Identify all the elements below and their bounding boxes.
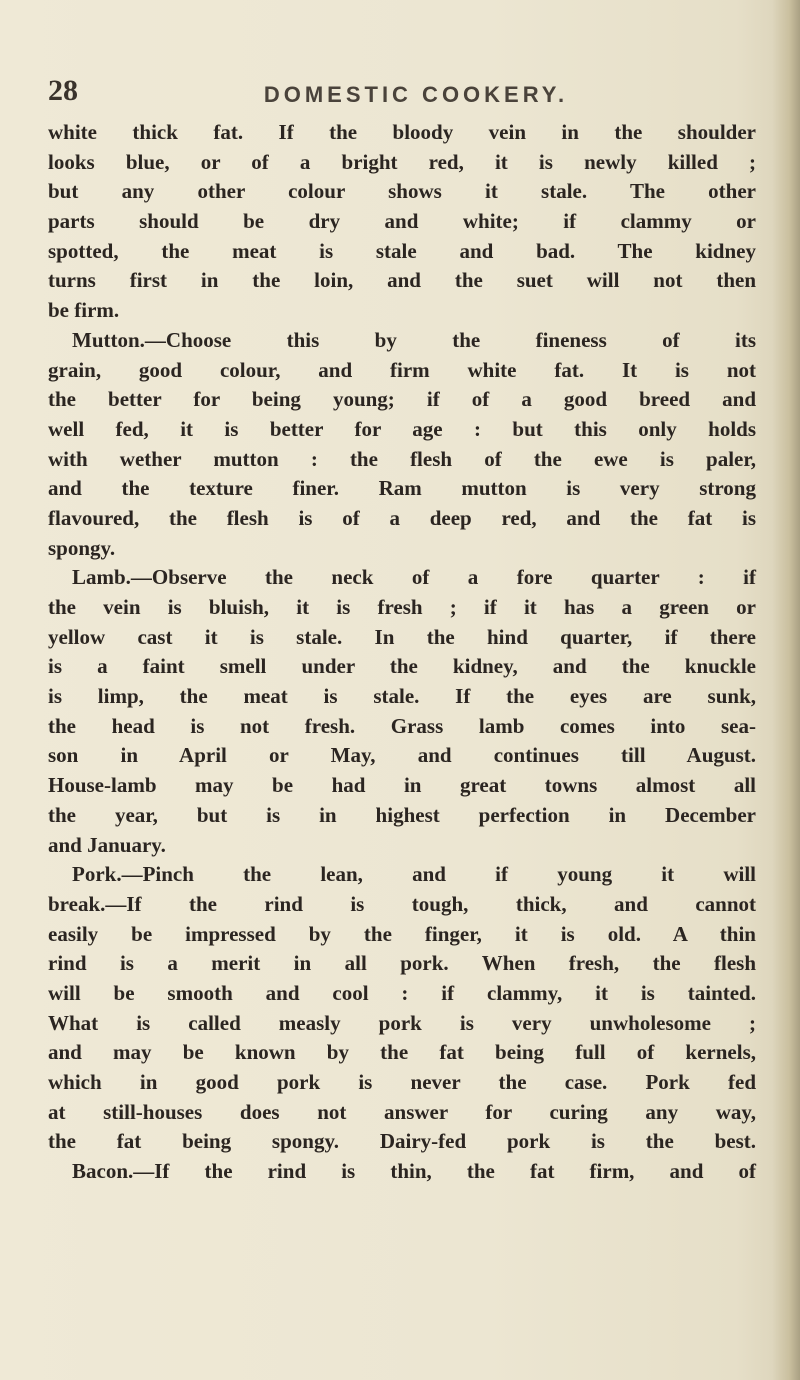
text-line: well fed, it is better for age : but this only holds	[48, 416, 756, 441]
body-text	[48, 118, 756, 1187]
text-line: grain, good colour, and firm white fat. It is not	[48, 357, 756, 382]
page-edge-shadow	[772, 0, 800, 1380]
text-line: the head is not fresh. Grass lamb comes into sea-	[48, 713, 756, 738]
text-line: be firm.	[48, 298, 120, 323]
running-head: DOMESTIC COOKERY.	[263, 82, 569, 107]
text-line-lamb: Lamb.—Observe the neck of a fore quarter : if	[72, 565, 756, 590]
text-line: flavoured, the flesh is of a deep red, and the fat is	[48, 505, 756, 530]
text-line: parts should be dry and white; if clammy or	[48, 209, 756, 234]
text-line-pork: Pork.—Pinch the lean, and if young it will	[72, 862, 756, 887]
text-line: is a faint smell under the kidney, and the knuckle	[48, 654, 756, 679]
text-line: spotted, the meat is stale and bad. The kidney	[48, 238, 756, 263]
text-line: son in April or May, and continues till August.	[48, 743, 756, 768]
text-line-mutton: Mutton.—Choose this by the fineness of its	[72, 327, 756, 352]
text-line: the better for being young; if of a good breed and	[48, 387, 756, 412]
text-line: with wether mutton : the flesh of the ewe is paler,	[48, 446, 756, 471]
text-line: House-lamb may be had in great towns almost all	[48, 773, 756, 798]
text-line: will be smooth and cool : if clammy, it is tainted.	[48, 980, 756, 1005]
text-line: the fat being spongy. Dairy-fed pork is the best.	[48, 1129, 756, 1154]
page-number: 28	[48, 74, 78, 107]
text-line: is limp, the meat is stale. If the eyes are sunk,	[48, 684, 756, 709]
text-line: rind is a merit in all pork. When fresh, the flesh	[48, 951, 756, 976]
text-line: What is called measly pork is very unwholesome ;	[48, 1010, 756, 1035]
text-line: looks blue, or of a bright red, it is newly killed ;	[48, 149, 756, 174]
text-line: break.—If the rind is tough, thick, and cannot	[48, 891, 756, 916]
text-line: and the texture finer. Ram mutton is very strong	[48, 476, 756, 501]
text-line: at still-houses does not answer for curing any way,	[48, 1099, 756, 1124]
text-line: and may be known by the fat being full of kernels,	[48, 1040, 756, 1065]
text-line: easily be impressed by the finger, it is old. A thin	[48, 921, 756, 946]
text-line: white thick fat. If the bloody vein in the shoulder	[48, 120, 756, 144]
text-line: spongy.	[48, 535, 116, 560]
text-line: but any other colour shows it stale. The other	[48, 179, 756, 204]
text-line: yellow cast it is stale. In the hind quarter, if there	[48, 624, 756, 649]
text-line: the vein is bluish, it is fresh ; if it has a green or	[48, 595, 756, 619]
text-line: turns first in the loin, and the suet will not then	[48, 268, 756, 293]
page-header	[48, 74, 748, 114]
text-line-bacon: Bacon.—If the rind is thin, the fat firm, and of	[72, 1159, 756, 1184]
text-line: the year, but is in highest perfection in December	[48, 802, 756, 827]
text-line: which in good pork is never the case. Pork fed	[48, 1070, 756, 1094]
text-line: and January.	[48, 832, 166, 857]
